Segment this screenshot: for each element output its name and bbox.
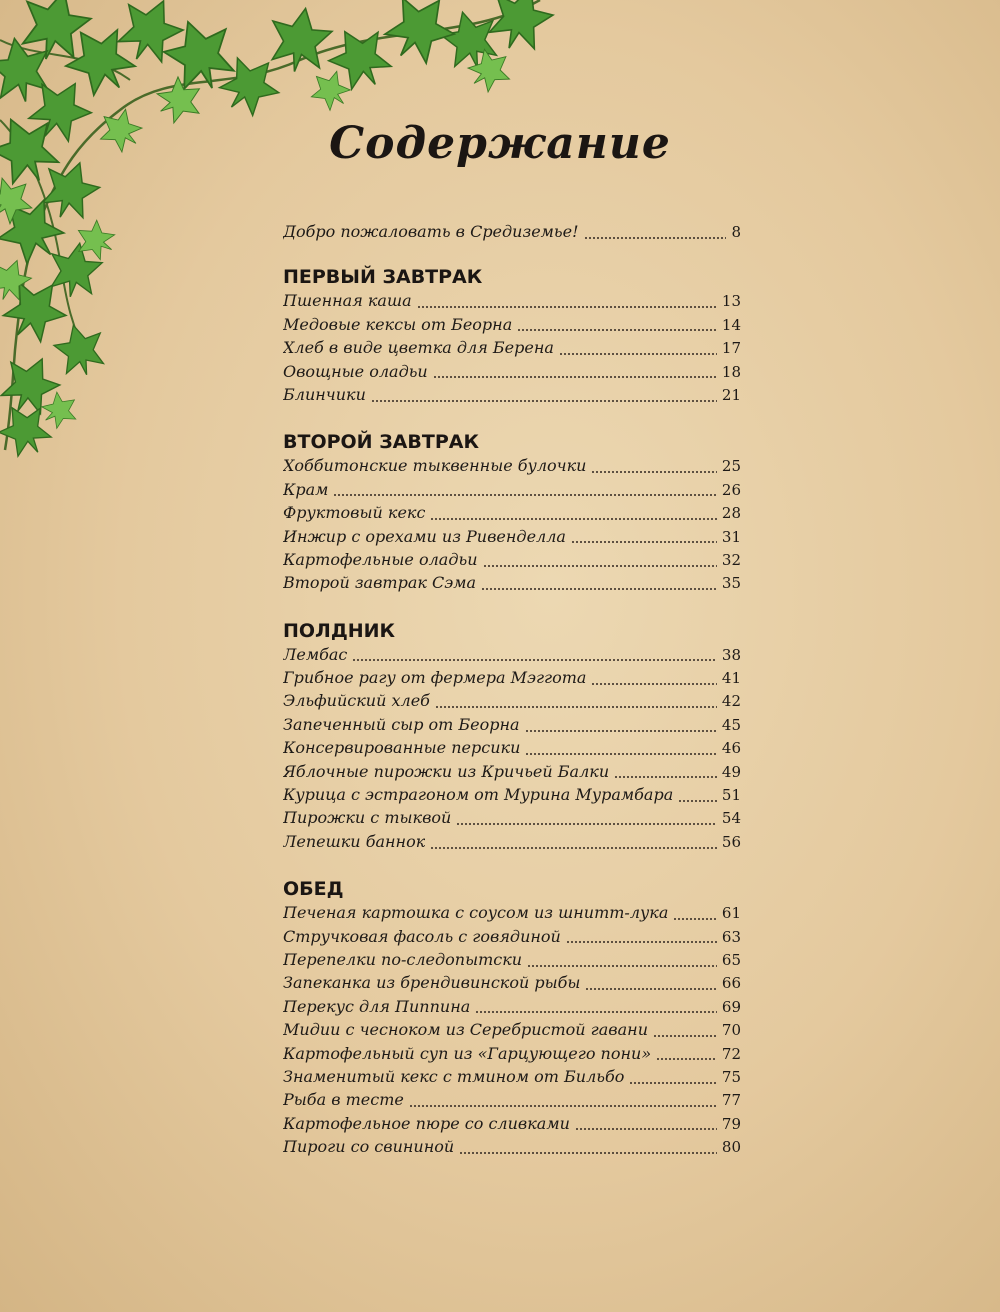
toc-entry-page: 26 bbox=[721, 480, 741, 499]
toc-leader-dots bbox=[571, 541, 717, 543]
toc-entry-label: Инжир с орехами из Ривенделла bbox=[283, 526, 566, 546]
toc-entry-label: Хоббитонские тыквенные булочки bbox=[283, 456, 587, 476]
toc-leader-dots bbox=[527, 965, 717, 967]
toc-entry-page: 66 bbox=[721, 974, 741, 993]
toc-entry-label: Стручковая фасоль с говядиной bbox=[283, 926, 561, 946]
toc-entry[interactable] bbox=[283, 973, 741, 996]
toc-entry-page: 80 bbox=[721, 1138, 741, 1157]
toc-entry-label: Эльфийский хлеб bbox=[283, 691, 430, 711]
toc-leader-dots bbox=[584, 237, 727, 239]
toc-entry[interactable] bbox=[283, 715, 741, 738]
toc-leader-dots bbox=[517, 329, 717, 331]
toc-entry-page: 14 bbox=[721, 315, 741, 334]
toc-entry-page: 75 bbox=[721, 1067, 741, 1086]
section-heading: ПОЛДНИК bbox=[283, 619, 396, 642]
toc-leader-dots bbox=[678, 800, 717, 802]
toc-entry-page: 49 bbox=[721, 762, 741, 781]
toc-leader-dots bbox=[566, 941, 717, 943]
section-heading: ПЕРВЫЙ ЗАВТРАК bbox=[283, 266, 483, 289]
toc-leader-dots bbox=[352, 659, 717, 661]
toc-leader-dots bbox=[483, 565, 717, 567]
toc-entry[interactable] bbox=[283, 1137, 741, 1160]
toc-entry-label: Курица с эстрагоном от Мурина Мурамбара bbox=[283, 785, 674, 805]
toc-entry-page: 41 bbox=[721, 669, 741, 688]
section-heading: ВТОРОЙ ЗАВТРАК bbox=[283, 431, 479, 454]
toc-leader-dots bbox=[525, 753, 717, 755]
toc-entry-label: Хлеб в виде цветка для Берена bbox=[283, 338, 554, 358]
toc-leader-dots bbox=[371, 400, 717, 402]
toc-leader-dots bbox=[417, 306, 717, 308]
toc-entry-label: Пшенная каша bbox=[283, 291, 412, 311]
toc-entry-label: Лембас bbox=[283, 644, 348, 664]
toc-entry-page: 38 bbox=[721, 645, 741, 664]
toc-leader-dots bbox=[430, 518, 716, 520]
toc-leader-dots bbox=[559, 353, 717, 355]
toc-entry-page: 45 bbox=[721, 715, 741, 734]
toc-entry-label: Картофельное пюре со сливками bbox=[283, 1113, 570, 1133]
toc-leader-dots bbox=[629, 1082, 717, 1084]
toc-entry-page: 42 bbox=[721, 692, 741, 711]
toc-entry-label: Консервированные персики bbox=[283, 738, 521, 758]
toc-entry-page: 54 bbox=[721, 809, 741, 828]
toc-entry-label: Перекус для Пиппина bbox=[283, 996, 471, 1016]
toc-leader-dots bbox=[456, 823, 717, 825]
toc-entry[interactable] bbox=[283, 1020, 741, 1043]
toc-entry[interactable] bbox=[283, 645, 741, 668]
toc-entry-page: 69 bbox=[721, 997, 741, 1016]
toc-entry-page: 25 bbox=[721, 457, 741, 476]
toc-entry-page: 46 bbox=[721, 739, 741, 758]
toc-entry[interactable] bbox=[283, 785, 741, 808]
toc-leader-dots bbox=[585, 988, 716, 990]
toc-leader-dots bbox=[656, 1058, 717, 1060]
page-title: Содержание bbox=[329, 118, 671, 169]
toc-leader-dots bbox=[575, 1128, 717, 1130]
toc-entry-label: Картофельный суп из «Гарцующего пони» bbox=[283, 1043, 652, 1063]
toc-entry[interactable] bbox=[283, 456, 741, 479]
toc-entry-page: 31 bbox=[721, 527, 741, 546]
toc-leader-dots bbox=[475, 1011, 717, 1013]
toc-entry-label: Картофельные оладьи bbox=[283, 549, 478, 569]
toc-entry-page: 56 bbox=[721, 832, 741, 851]
toc-entry[interactable] bbox=[283, 1090, 741, 1113]
toc-entry-intro[interactable] bbox=[283, 222, 741, 245]
toc-entry-page: 32 bbox=[721, 550, 741, 569]
toc-entry[interactable] bbox=[283, 691, 741, 714]
toc-leader-dots bbox=[614, 776, 717, 778]
toc-leader-dots bbox=[433, 376, 717, 378]
toc-leader-dots bbox=[653, 1035, 717, 1037]
toc-leader-dots bbox=[435, 706, 717, 708]
toc-leader-dots bbox=[430, 847, 717, 849]
toc-entry-page: 13 bbox=[721, 292, 741, 311]
toc-entry-label: Блинчики bbox=[283, 384, 366, 404]
toc-entry-label: Пирожки с тыквой bbox=[283, 808, 452, 828]
toc-entry-page: 77 bbox=[721, 1091, 741, 1110]
toc-entry-label: Перепелки по-следопытски bbox=[283, 949, 523, 969]
toc-entry-label: Грибное рагу от фермера Мэггота bbox=[283, 668, 587, 688]
toc-entry-page: 18 bbox=[721, 362, 741, 381]
toc-entry-label: Фруктовый кекс bbox=[283, 503, 426, 523]
toc-entry[interactable] bbox=[283, 1067, 741, 1090]
toc-leader-dots bbox=[333, 494, 716, 496]
toc-entry-label: Второй завтрак Сэма bbox=[283, 573, 477, 593]
toc-entry-label: Печеная картошка с соусом из шнитт-лука bbox=[283, 903, 669, 923]
toc-entry-page: 72 bbox=[721, 1044, 741, 1063]
toc-entry-page: 17 bbox=[721, 339, 741, 358]
toc-leader-dots bbox=[673, 918, 717, 920]
toc-entry[interactable] bbox=[283, 480, 741, 503]
toc-entry-label: Пироги со свининой bbox=[283, 1137, 455, 1157]
toc-entry[interactable] bbox=[283, 1044, 741, 1067]
toc-entry-label: Мидии с чесноком из Серебристой гавани bbox=[283, 1020, 648, 1040]
toc-leader-dots bbox=[591, 471, 716, 473]
toc-entry-page: 70 bbox=[721, 1021, 741, 1040]
section-heading: ОБЕД bbox=[283, 878, 344, 901]
toc-entry[interactable] bbox=[283, 997, 741, 1020]
toc-entry-page: 21 bbox=[721, 385, 741, 404]
toc-entry[interactable] bbox=[283, 503, 741, 526]
toc-entry[interactable] bbox=[283, 668, 741, 691]
toc-leader-dots bbox=[591, 683, 716, 685]
toc-entry-page: 8 bbox=[731, 223, 741, 241]
toc-entry[interactable] bbox=[283, 527, 741, 550]
toc-leader-dots bbox=[525, 730, 717, 732]
toc-entry-label: Знаменитый кекс с тмином от Бильбо bbox=[283, 1066, 625, 1086]
toc-entry-label: Яблочные пирожки из Кричьей Балки bbox=[283, 761, 610, 781]
toc-entry-page: 79 bbox=[721, 1114, 741, 1133]
toc-entry-label: Добро пожаловать в Средиземье! bbox=[283, 222, 579, 241]
toc-entry-label: Лепешки баннок bbox=[283, 831, 426, 851]
toc-entry-page: 35 bbox=[721, 574, 741, 593]
toc-entry-page: 51 bbox=[721, 786, 741, 805]
toc-entry[interactable] bbox=[283, 903, 741, 926]
toc-leader-dots bbox=[481, 588, 717, 590]
toc-entry-label: Крам bbox=[283, 479, 329, 499]
toc-entry[interactable] bbox=[283, 573, 741, 596]
toc-entry-label: Медовые кексы от Беорна bbox=[283, 314, 513, 334]
toc-entry[interactable] bbox=[283, 338, 741, 361]
toc-entry[interactable] bbox=[283, 291, 741, 314]
table-of-contents bbox=[283, 222, 741, 1161]
toc-entry[interactable] bbox=[283, 950, 741, 973]
toc-entry-label: Овощные оладьи bbox=[283, 361, 428, 381]
toc-entry[interactable] bbox=[283, 832, 741, 855]
toc-entry-page: 61 bbox=[721, 904, 741, 923]
toc-entry-page: 28 bbox=[721, 504, 741, 523]
toc-entry[interactable] bbox=[283, 550, 741, 573]
toc-entry[interactable] bbox=[283, 808, 741, 831]
toc-entry[interactable] bbox=[283, 927, 741, 950]
toc-entry-label: Рыба в тесте bbox=[283, 1090, 404, 1110]
toc-leader-dots bbox=[459, 1152, 717, 1154]
toc-entry-label: Запеченный сыр от Беорна bbox=[283, 714, 520, 734]
toc-entry-page: 65 bbox=[721, 950, 741, 969]
toc-entry[interactable] bbox=[283, 738, 741, 761]
toc-entry[interactable] bbox=[283, 1114, 741, 1137]
toc-leader-dots bbox=[409, 1105, 717, 1107]
toc-entry-label: Запеканка из брендивинской рыбы bbox=[283, 973, 581, 993]
toc-entry-page: 63 bbox=[721, 927, 741, 946]
toc-entry[interactable] bbox=[283, 385, 741, 408]
toc-entry[interactable] bbox=[283, 315, 741, 338]
toc-entry[interactable] bbox=[283, 762, 741, 785]
toc-entry[interactable] bbox=[283, 362, 741, 385]
